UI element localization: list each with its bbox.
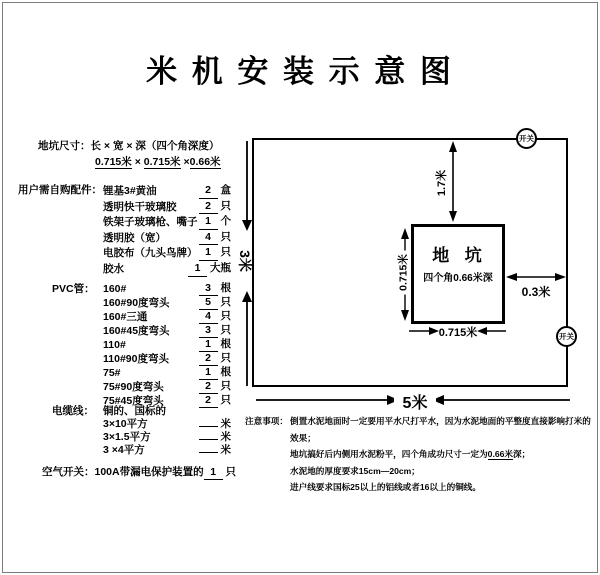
times-sign: ×: [183, 156, 190, 168]
item-name: 3 ×4平方: [103, 443, 145, 456]
pit-size-formula: 长 × 宽 × 深（四个角深度）: [90, 140, 220, 152]
item-name: 3×10平方: [103, 418, 148, 430]
switch-label: 开关: [559, 332, 574, 341]
pit-size-value-depth: 0.66米: [189, 156, 221, 168]
pit-size-section: [38, 139, 253, 169]
item-quantity: 米: [199, 431, 231, 444]
item-quantity: 1 只: [199, 245, 231, 261]
accessories-row: [103, 245, 231, 261]
item-quantity: 5 只: [199, 296, 231, 310]
dim-label-pit-width: 0.715米: [438, 327, 478, 339]
accessories-row: [103, 230, 231, 246]
switch-circle-top: [516, 128, 537, 149]
item-quantity: 4 只: [199, 230, 231, 246]
pvc-list: [103, 282, 231, 408]
accessories-row: [103, 199, 231, 215]
air-switch-unit: 只: [225, 466, 237, 478]
item-name: 75#90度弯头: [103, 381, 164, 393]
item-quantity: 1 大瓶: [188, 261, 231, 277]
accessories-row: [103, 214, 231, 230]
switch-label: 开关: [519, 134, 534, 143]
item-quantity: 米: [199, 444, 231, 457]
dim-label-1-7m: 1.7米: [436, 169, 448, 197]
pvc-section: [52, 282, 231, 408]
accessories-list: [103, 183, 231, 277]
cables-row: [103, 431, 231, 444]
pit-rect: [411, 224, 505, 324]
page-title: 米 机 安 装 示 意 图: [146, 54, 454, 89]
cables-label: 电缆线：: [52, 405, 94, 417]
item-quantity: 2 只: [199, 394, 231, 408]
notes-section: [245, 413, 593, 496]
pit-size-value-length: 0.715米: [95, 156, 132, 168]
item-quantity: 3 只: [199, 324, 231, 338]
cables-row: [103, 418, 231, 431]
item-quantity: 3 根: [199, 282, 231, 296]
item-name: 160#90度弯头: [103, 297, 170, 309]
pvc-row: [103, 324, 231, 338]
dim-label-5m: 5米: [394, 390, 436, 413]
pit-size-line: [38, 139, 253, 153]
item-name: 胶水: [103, 262, 124, 275]
item-name: 锂基3#黄油: [103, 185, 157, 197]
item-quantity: 2 盒: [199, 183, 231, 199]
pvc-row: [103, 296, 231, 310]
times-sign: ×: [134, 156, 141, 168]
item-name: 75#: [103, 367, 121, 379]
dim-label-3m: 3米: [237, 250, 253, 272]
dim-label-pit-height: 0.715米: [398, 251, 411, 295]
pit-size-values: [95, 155, 253, 169]
note-line: 水泥地的厚度要求15cm—20cm；: [290, 465, 420, 476]
note-line: 地坑搞好后内侧用水泥粉平，四个角成功尺寸一定为0.66米深；: [290, 449, 531, 460]
item-quantity: 1 根: [199, 366, 231, 380]
pit-size-value-width: 0.715米: [143, 156, 181, 168]
pvc-row: [103, 310, 231, 324]
item-name: 3×1.5平方: [103, 430, 151, 443]
accessories-label: 用户需自购配件：: [18, 184, 102, 196]
item-quantity: 4 只: [199, 310, 231, 324]
item-name: 铁架子玻璃枪、嘴子: [103, 216, 198, 229]
item-quantity: 2 只: [199, 352, 231, 366]
notes-lines: [290, 413, 593, 496]
item-name: 电胶布（九头鸟牌）: [103, 247, 198, 260]
dim-label-0-3m: 0.3米: [521, 285, 551, 299]
item-name: 160#45度弯头: [103, 325, 170, 337]
item-name: 110#90度弯头: [103, 353, 169, 365]
item-name: 透明胶（宽）: [103, 231, 166, 244]
pvc-label: PVC管：: [52, 283, 95, 295]
accessories-row: [103, 261, 231, 277]
pit-title: 地 坑: [432, 246, 484, 265]
note-line: 倒置水泥地面时一定要用平水尺打平水，因为水泥地面的平整度直接影响打米的效果；: [290, 416, 591, 443]
notes-label: 注意事项：: [245, 416, 288, 426]
item-quantity: 2 只: [199, 199, 231, 215]
air-switch-qty: 1: [204, 465, 223, 480]
air-switch-label: 空气开关：: [42, 466, 95, 478]
switch-circle-right: [556, 326, 577, 347]
item-quantity: 2 只: [199, 380, 231, 394]
item-quantity: 1 根: [199, 338, 231, 352]
cables-header: [52, 404, 231, 418]
item-quantity: 1 个: [199, 214, 231, 230]
air-switch-line: [42, 465, 236, 480]
pit-subtitle: 四个角0.66米深: [423, 273, 493, 284]
item-quantity: 米: [199, 418, 231, 431]
pvc-row: [103, 282, 231, 296]
item-name: 75#45度弯头: [103, 395, 164, 407]
pvc-row: [103, 338, 231, 352]
accessories-row: [103, 183, 231, 199]
item-name: 160#三通: [103, 311, 148, 323]
cables-section: [52, 404, 231, 456]
accessories-section: [18, 183, 231, 277]
air-switch-text: 100A带漏电保护装置的: [94, 466, 204, 478]
note-line: 进户线要求国标25以上的铝线或者16以上的铜线。: [290, 482, 481, 493]
cables-note: 铜的、国标的: [103, 405, 166, 417]
pvc-row: [103, 352, 231, 366]
pvc-row: [103, 366, 231, 380]
item-name: 110#: [103, 339, 126, 351]
cables-list: [103, 418, 231, 456]
cables-row: [103, 444, 231, 457]
pvc-row: [103, 380, 231, 394]
item-name: 160#: [103, 283, 127, 295]
item-name: 透明快干玻璃胶: [103, 200, 177, 213]
pit-size-label: 地坑尺寸：: [38, 140, 91, 152]
